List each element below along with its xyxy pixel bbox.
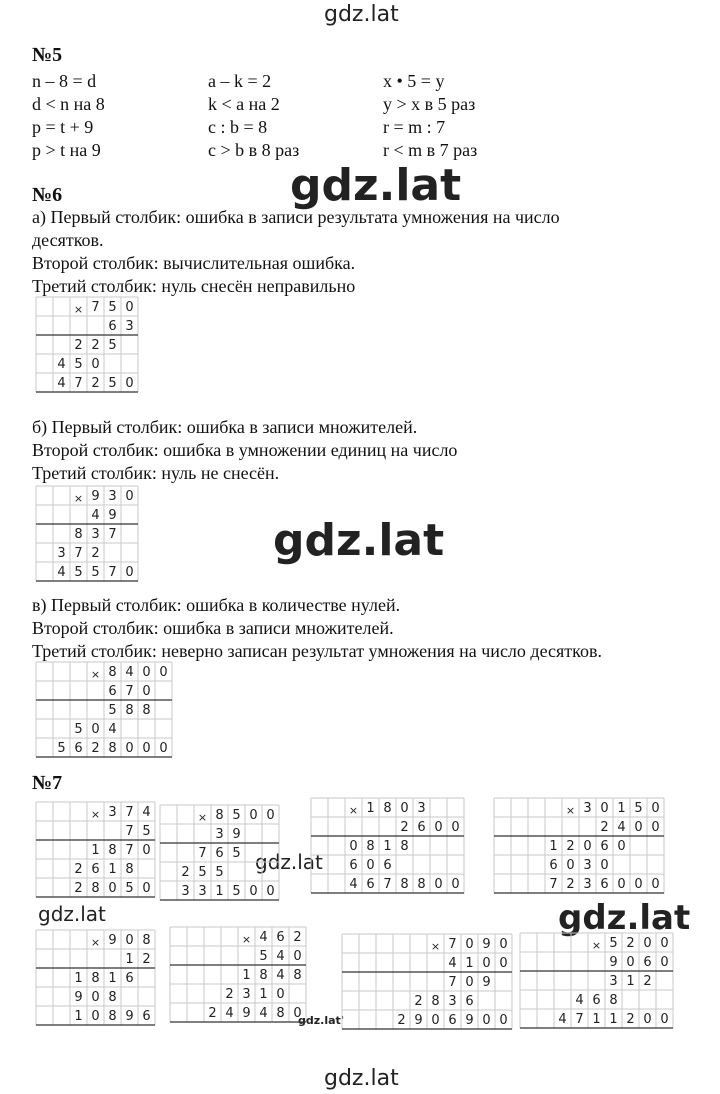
digit-cell: 3	[609, 974, 618, 989]
task5-col2: a – k = 2 k < a на 2 c : b = 8 c > b в 8 раз	[208, 71, 300, 160]
digit-cell: 6	[349, 858, 358, 873]
watermark-small-1: gdz.lat	[255, 850, 323, 874]
digit-cell: 7	[125, 684, 134, 699]
digit-cell: 8	[91, 881, 100, 896]
digit-cell: 0	[600, 858, 609, 873]
digit-cell: 6	[592, 993, 601, 1008]
multiply-sign: ×	[90, 936, 101, 949]
digit-cell: 8	[142, 703, 151, 718]
digit-cell: 9	[465, 1013, 474, 1028]
digit-cell: 1	[549, 839, 558, 854]
multiply-sign: ×	[197, 811, 208, 824]
digit-cell: 8	[400, 839, 409, 854]
digit-cell: 7	[575, 1012, 584, 1027]
digit-cell: 3	[215, 827, 224, 842]
task6-c-text: в) Первый столбик: ошибка в количестве нулей. Второй столбик: ошибка в записи множителей. Третий столбик: неверно записан результат умножения на число десятков.	[32, 595, 602, 661]
digit-cell: 1	[125, 952, 134, 967]
digit-cell: 1	[74, 971, 83, 986]
multiplication-grid	[160, 805, 279, 900]
digit-cell: 9	[609, 955, 618, 970]
digit-cell: 9	[232, 827, 241, 842]
digit-cell: 3	[181, 884, 190, 899]
digit-cell: 2	[74, 338, 83, 353]
watermark-large-3: gdz.lat	[558, 898, 691, 938]
digit-cell: 0	[660, 1012, 669, 1027]
digit-cell: 0	[651, 801, 660, 816]
digit-cell: 0	[142, 665, 151, 680]
digit-cell: 7	[549, 877, 558, 892]
digit-cell: 7	[125, 843, 134, 858]
task5-title: №5	[32, 44, 63, 66]
digit-cell: 5	[108, 338, 117, 353]
digit-cell: 5	[198, 865, 207, 880]
digit-cell: 1	[108, 862, 117, 877]
digit-cell: 8	[108, 843, 117, 858]
digit-cell: 0	[266, 808, 275, 823]
digit-cell: 7	[448, 975, 457, 990]
digit-cell: 7	[74, 546, 83, 561]
task6-b-text: б) Первый столбик: ошибка в записи множителей. Второй столбик: ошибка в умножении единиц на число Третий столбик: нуль не снесён.	[32, 417, 458, 483]
digit-cell: 4	[57, 357, 66, 372]
digit-cell: 5	[232, 808, 241, 823]
digit-cell: 0	[142, 843, 151, 858]
digit-cell: 8	[74, 527, 83, 542]
digit-cell: 0	[91, 1009, 100, 1024]
multiply-sign: ×	[565, 804, 576, 817]
digit-cell: 5	[232, 884, 241, 899]
watermark-large-1: gdz.lat	[290, 160, 462, 211]
digit-cell: 0	[108, 881, 117, 896]
digit-cell: 3	[57, 546, 66, 561]
digit-cell: 4	[225, 1006, 234, 1021]
digit-cell: 0	[249, 808, 258, 823]
digit-cell: 4	[57, 376, 66, 391]
digit-cell: 0	[583, 839, 592, 854]
digit-cell: 0	[125, 741, 134, 756]
multiply-sign: ×	[73, 492, 84, 505]
digit-cell: 0	[125, 376, 134, 391]
digit-cell: 8	[609, 993, 618, 1008]
digit-cell: 8	[108, 990, 117, 1005]
digit-cell: 6	[142, 1009, 151, 1024]
multiply-sign: ×	[90, 668, 101, 681]
multiply-sign: ×	[241, 933, 252, 946]
digit-cell: 8	[125, 703, 134, 718]
multiplication-grid	[494, 798, 664, 893]
multiplication-grid	[342, 934, 512, 1029]
digit-cell: 1	[259, 987, 268, 1002]
digit-cell: 9	[482, 975, 491, 990]
digit-cell: 6	[91, 862, 100, 877]
digit-cell: 3	[91, 527, 100, 542]
digit-cell: 1	[592, 1012, 601, 1027]
digit-cell: 6	[108, 319, 117, 334]
digit-cell: 0	[660, 936, 669, 951]
digit-cell: 0	[651, 820, 660, 835]
digit-cell: 0	[451, 820, 460, 835]
digit-cell: 6	[383, 858, 392, 873]
digit-cell: 6	[549, 858, 558, 873]
digit-cell: 4	[617, 820, 626, 835]
digit-cell: 7	[125, 824, 134, 839]
watermark-small-2: gdz.lat	[38, 902, 106, 926]
digit-cell: 8	[276, 1006, 285, 1021]
digit-cell: 4	[108, 722, 117, 737]
digit-cell: 8	[417, 877, 426, 892]
digit-cell: 2	[91, 338, 100, 353]
digit-cell: 2	[566, 877, 575, 892]
digit-cell: 0	[643, 1012, 652, 1027]
digit-cell: 3	[583, 801, 592, 816]
digit-cell: 4	[259, 930, 268, 945]
digit-cell: 4	[91, 508, 100, 523]
digit-cell: 6	[465, 994, 474, 1009]
digit-cell: 5	[259, 949, 268, 964]
multiplication-grid	[36, 802, 155, 897]
digit-cell: 0	[125, 489, 134, 504]
digit-cell: 6	[600, 839, 609, 854]
digit-cell: 5	[74, 565, 83, 580]
multiplication-grid	[36, 930, 155, 1025]
digit-cell: 7	[383, 877, 392, 892]
digit-cell: 4	[142, 805, 151, 820]
digit-cell: 5	[108, 703, 117, 718]
digit-cell: 0	[142, 741, 151, 756]
digit-cell: 1	[108, 971, 117, 986]
digit-cell: 4	[558, 1012, 567, 1027]
digit-cell: 2	[643, 974, 652, 989]
digit-cell: 2	[91, 376, 100, 391]
digit-cell: 0	[366, 858, 375, 873]
digit-cell: 0	[499, 937, 508, 952]
digit-cell: 0	[465, 975, 474, 990]
digit-cell: 8	[108, 1009, 117, 1024]
digit-cell: 8	[108, 741, 117, 756]
digit-cell: 7	[91, 300, 100, 315]
multiply-sign: ×	[348, 804, 359, 817]
digit-cell: 3	[583, 858, 592, 873]
watermark-large-2: gdz.lat	[273, 515, 445, 566]
digit-cell: 3	[242, 987, 251, 1002]
digit-cell: 2	[626, 1012, 635, 1027]
digit-cell: 5	[142, 824, 151, 839]
digit-cell: 0	[434, 877, 443, 892]
digit-cell: 4	[259, 1006, 268, 1021]
digit-cell: 4	[276, 968, 285, 983]
digit-cell: 6	[448, 1013, 457, 1028]
digit-cell: 2	[600, 820, 609, 835]
digit-cell: 0	[142, 881, 151, 896]
digit-cell: 5	[232, 846, 241, 861]
digit-cell: 7	[74, 376, 83, 391]
digit-cell: 4	[276, 949, 285, 964]
digit-cell: 0	[400, 801, 409, 816]
multiplication-grid	[311, 798, 464, 893]
digit-cell: 6	[276, 930, 285, 945]
multiply-sign: ×	[73, 303, 84, 316]
digit-cell: 5	[634, 801, 643, 816]
digit-cell: 8	[293, 968, 302, 983]
digit-cell: 7	[108, 565, 117, 580]
digit-cell: 0	[465, 937, 474, 952]
task6-title: №6	[32, 184, 63, 206]
digit-cell: 7	[108, 527, 117, 542]
digit-cell: 2	[414, 994, 423, 1009]
digit-cell: 0	[431, 1013, 440, 1028]
digit-cell: 2	[626, 936, 635, 951]
digit-cell: 1	[91, 843, 100, 858]
digit-cell: 4	[57, 565, 66, 580]
digit-cell: 7	[125, 805, 134, 820]
digit-cell: 6	[215, 846, 224, 861]
digit-cell: 0	[482, 1013, 491, 1028]
multiplication-grid	[36, 662, 172, 757]
watermark-bottom: gdz.lat	[324, 1066, 399, 1091]
digit-cell: 8	[108, 665, 117, 680]
digit-cell: 8	[366, 839, 375, 854]
digit-cell: 8	[431, 994, 440, 1009]
digit-cell: 0	[660, 955, 669, 970]
digit-cell: 2	[208, 1006, 217, 1021]
digit-cell: 1	[617, 801, 626, 816]
digit-cell: 8	[400, 877, 409, 892]
digit-cell: 2	[225, 987, 234, 1002]
digit-cell: 2	[181, 865, 190, 880]
digit-cell: 6	[417, 820, 426, 835]
digit-cell: 6	[125, 971, 134, 986]
digit-cell: 2	[142, 952, 151, 967]
digit-cell: 3	[125, 319, 134, 334]
digit-cell: 0	[643, 936, 652, 951]
multiply-sign: ×	[430, 940, 441, 953]
digit-cell: 0	[634, 877, 643, 892]
digit-cell: 2	[74, 881, 83, 896]
digit-cell: 2	[566, 839, 575, 854]
digit-cell: 9	[74, 990, 83, 1005]
digit-cell: 0	[159, 741, 168, 756]
digit-cell: 3	[198, 884, 207, 899]
digit-cell: 6	[74, 741, 83, 756]
digit-cell: 4	[448, 956, 457, 971]
digit-cell: 9	[482, 937, 491, 952]
digit-cell: 6	[600, 877, 609, 892]
digit-cell: 0	[91, 990, 100, 1005]
digit-cell: 0	[125, 933, 134, 948]
digit-cell: 0	[276, 987, 285, 1002]
digit-cell: 2	[397, 1013, 406, 1028]
digit-cell: 5	[125, 881, 134, 896]
digit-cell: 3	[108, 805, 117, 820]
digit-cell: 0	[634, 820, 643, 835]
multiplication-grid	[170, 927, 306, 1022]
digit-cell: 1	[609, 1012, 618, 1027]
digit-cell: 0	[617, 839, 626, 854]
digit-cell: 0	[91, 357, 100, 372]
digit-cell: 2	[293, 930, 302, 945]
digit-cell: 6	[643, 955, 652, 970]
digit-cell: 0	[566, 858, 575, 873]
digit-cell: 1	[242, 968, 251, 983]
task7-title: №7	[32, 772, 63, 794]
digit-cell: 3	[417, 801, 426, 816]
digit-cell: 9	[414, 1013, 423, 1028]
digit-cell: 0	[651, 877, 660, 892]
digit-cell: 8	[125, 862, 134, 877]
digit-cell: 5	[74, 722, 83, 737]
multiply-sign: ×	[591, 939, 602, 952]
digit-cell: 5	[108, 376, 117, 391]
digit-cell: 0	[142, 684, 151, 699]
digit-cell: 0	[293, 949, 302, 964]
digit-cell: 8	[142, 933, 151, 948]
digit-cell: 2	[91, 741, 100, 756]
digit-cell: 9	[125, 1009, 134, 1024]
digit-cell: 2	[400, 820, 409, 835]
digit-cell: 9	[108, 508, 117, 523]
digit-cell: 8	[259, 968, 268, 983]
digit-cell: 5	[74, 357, 83, 372]
digit-cell: 3	[448, 994, 457, 1009]
digit-cell: 8	[91, 971, 100, 986]
digit-cell: 0	[349, 839, 358, 854]
digit-cell: 8	[215, 808, 224, 823]
digit-cell: 0	[293, 1006, 302, 1021]
digit-cell: 0	[91, 722, 100, 737]
digit-cell: 0	[617, 877, 626, 892]
watermark-top: gdz.lat	[324, 2, 399, 27]
digit-cell: 1	[215, 884, 224, 899]
digit-cell: 0	[125, 565, 134, 580]
digit-cell: 6	[108, 684, 117, 699]
digit-cell: 0	[434, 820, 443, 835]
task5-col1: n – 8 = d d < n на 8 p = t + 9 p > t на 9	[32, 71, 105, 160]
digit-cell: 7	[448, 937, 457, 952]
digit-cell: 4	[349, 877, 358, 892]
multiply-sign: ×	[90, 808, 101, 821]
digit-cell: 7	[198, 846, 207, 861]
digit-cell: 1	[626, 974, 635, 989]
digit-cell: 9	[91, 489, 100, 504]
digit-cell: 1	[74, 1009, 83, 1024]
digit-cell: 0	[159, 665, 168, 680]
digit-cell: 3	[108, 489, 117, 504]
digit-cell: 4	[575, 993, 584, 1008]
digit-cell: 5	[91, 565, 100, 580]
digit-cell: 8	[383, 801, 392, 816]
digit-cell: 5	[108, 300, 117, 315]
digit-cell: 2	[91, 546, 100, 561]
task5-col3: x • 5 = y y > x в 5 раз r = m : 7 r < m в 7 раз	[383, 71, 478, 160]
task6-a-text: а) Первый столбик: ошибка в записи результата умножения на число десятков. Второй столбик: вычислительная ошибка. Третий столбик: нуль снесён неправильно	[32, 207, 560, 296]
digit-cell: 6	[366, 877, 375, 892]
digit-cell: 1	[383, 839, 392, 854]
watermark-tiny: gdz.lat'	[298, 1014, 345, 1027]
digit-cell: 5	[215, 865, 224, 880]
digit-cell: 5	[609, 936, 618, 951]
digit-cell: 1	[366, 801, 375, 816]
digit-cell: 5	[57, 741, 66, 756]
digit-cell: 2	[74, 862, 83, 877]
digit-cell: 0	[600, 801, 609, 816]
digit-cell: 0	[499, 1013, 508, 1028]
digit-cell: 9	[108, 933, 117, 948]
digit-cell: 0	[499, 956, 508, 971]
digit-cell: 0	[266, 884, 275, 899]
digit-cell: 0	[451, 877, 460, 892]
multiplication-grid	[36, 486, 138, 581]
digit-cell: 9	[242, 1006, 251, 1021]
digit-cell: 1	[465, 956, 474, 971]
digit-cell: 0	[249, 884, 258, 899]
multiplication-grid	[36, 297, 138, 392]
digit-cell: 0	[125, 300, 134, 315]
digit-cell: 3	[583, 877, 592, 892]
digit-cell: 0	[482, 956, 491, 971]
digit-cell: 0	[626, 955, 635, 970]
multiplication-grid	[520, 933, 673, 1028]
digit-cell: 4	[125, 665, 134, 680]
